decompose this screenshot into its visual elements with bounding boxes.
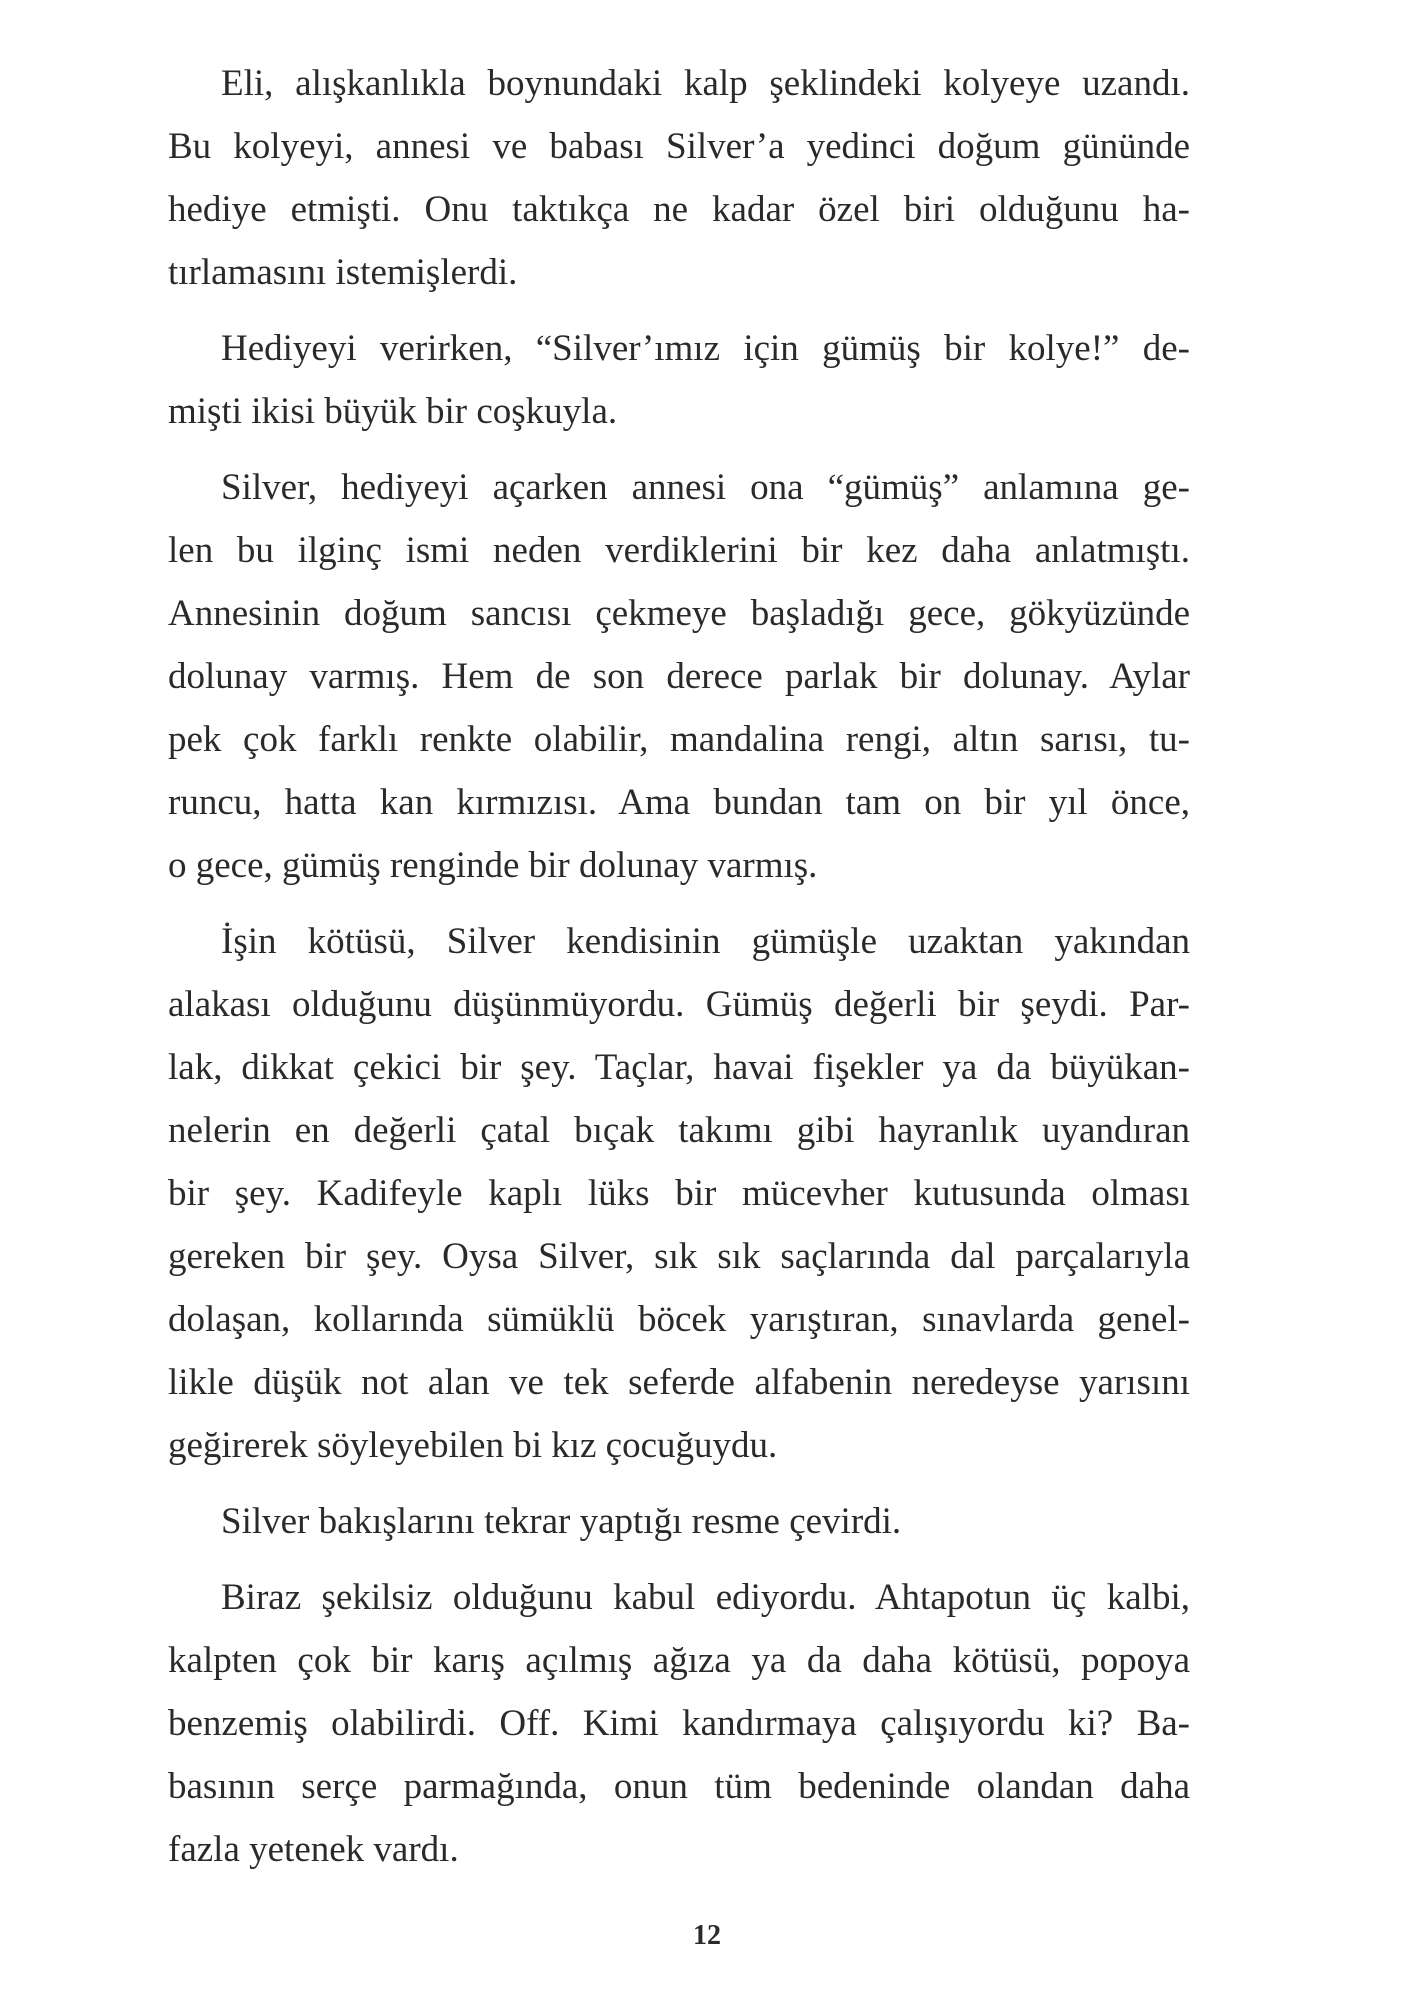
text-line: Silver, hediyeyi açarken annesi ona “gümüş” anlamına ge- <box>221 467 1190 508</box>
text-line: Bu kolyeyi, annesi ve babası Silver’a yedinci doğum gününde <box>168 126 1190 167</box>
book-page <box>168 52 1190 1881</box>
text-line: geğirerek söyleyebilen bi kız çocuğuydu. <box>168 1425 778 1466</box>
text-line: Biraz şekilsiz olduğunu kabul ediyordu. Ahtapotun üç kalbi, <box>221 1577 1190 1618</box>
text-line: kalpten çok bir karış açılmış ağıza ya da daha kötüsü, popoya <box>168 1640 1190 1681</box>
text-line: alakası olduğunu düşünmüyordu. Gümüş değerli bir şeydi. Par- <box>168 984 1190 1025</box>
paragraph <box>168 456 1190 897</box>
text-line: Hediyeyi verirken, “Silver’ımız için gümüş bir kolye!” de- <box>221 328 1190 369</box>
text-line: İşin kötüsü, Silver kendisinin gümüşle uzaktan yakından <box>221 921 1190 962</box>
text-line: benzemiş olabilirdi. Off. Kimi kandırmaya çalışıyordu ki? Ba- <box>168 1703 1190 1744</box>
text-line: likle düşük not alan ve tek seferde alfabenin neredeyse yarısını <box>168 1362 1190 1403</box>
text-line: Annesinin doğum sancısı çekmeye başladığı gece, gökyüzünde <box>168 593 1190 634</box>
text-line: fazla yetenek vardı. <box>168 1829 459 1870</box>
paragraph <box>168 1490 1190 1553</box>
text-line: bir şey. Kadifeyle kaplı lüks bir mücevher kutusunda olması <box>168 1173 1190 1214</box>
text-line: hediye etmişti. Onu taktıkça ne kadar özel biri olduğunu ha- <box>168 189 1190 230</box>
text-line: Eli, alışkanlıkla boynundaki kalp şeklindeki kolyeye uzandı. <box>221 63 1190 104</box>
paragraph <box>168 52 1190 304</box>
paragraph <box>168 1566 1190 1881</box>
text-line: o gece, gümüş renginde bir dolunay varmış. <box>168 845 818 886</box>
text-line: len bu ilginç ismi neden verdiklerini bir kez daha anlatmıştı. <box>168 530 1190 571</box>
text-line: nelerin en değerli çatal bıçak takımı gibi hayranlık uyandıran <box>168 1110 1190 1151</box>
text-line: gereken bir şey. Oysa Silver, sık sık saçlarında dal parçalarıyla <box>168 1236 1190 1277</box>
text-line: dolaşan, kollarında sümüklü böcek yarıştıran, sınavlarda genel- <box>168 1299 1190 1340</box>
paragraph <box>168 317 1190 443</box>
text-line: runcu, hatta kan kırmızısı. Ama bundan tam on bir yıl önce, <box>168 782 1190 823</box>
text-line: basının serçe parmağında, onun tüm bedeninde olandan daha <box>168 1766 1190 1807</box>
text-line: mişti ikisi büyük bir coşkuyla. <box>168 391 618 432</box>
paragraph <box>168 910 1190 1477</box>
text-line: lak, dikkat çekici bir şey. Taçlar, havai fişekler ya da büyükan- <box>168 1047 1190 1088</box>
text-line: Silver bakışlarını tekrar yaptığı resme çevirdi. <box>221 1501 902 1542</box>
text-line: pek çok farklı renkte olabilir, mandalina rengi, altın sarısı, tu- <box>168 719 1190 760</box>
page-number: 12 <box>693 1920 721 1951</box>
text-line: dolunay varmış. Hem de son derece parlak bir dolunay. Aylar <box>168 656 1190 697</box>
text-line: tırlamasını istemişlerdi. <box>168 252 518 293</box>
